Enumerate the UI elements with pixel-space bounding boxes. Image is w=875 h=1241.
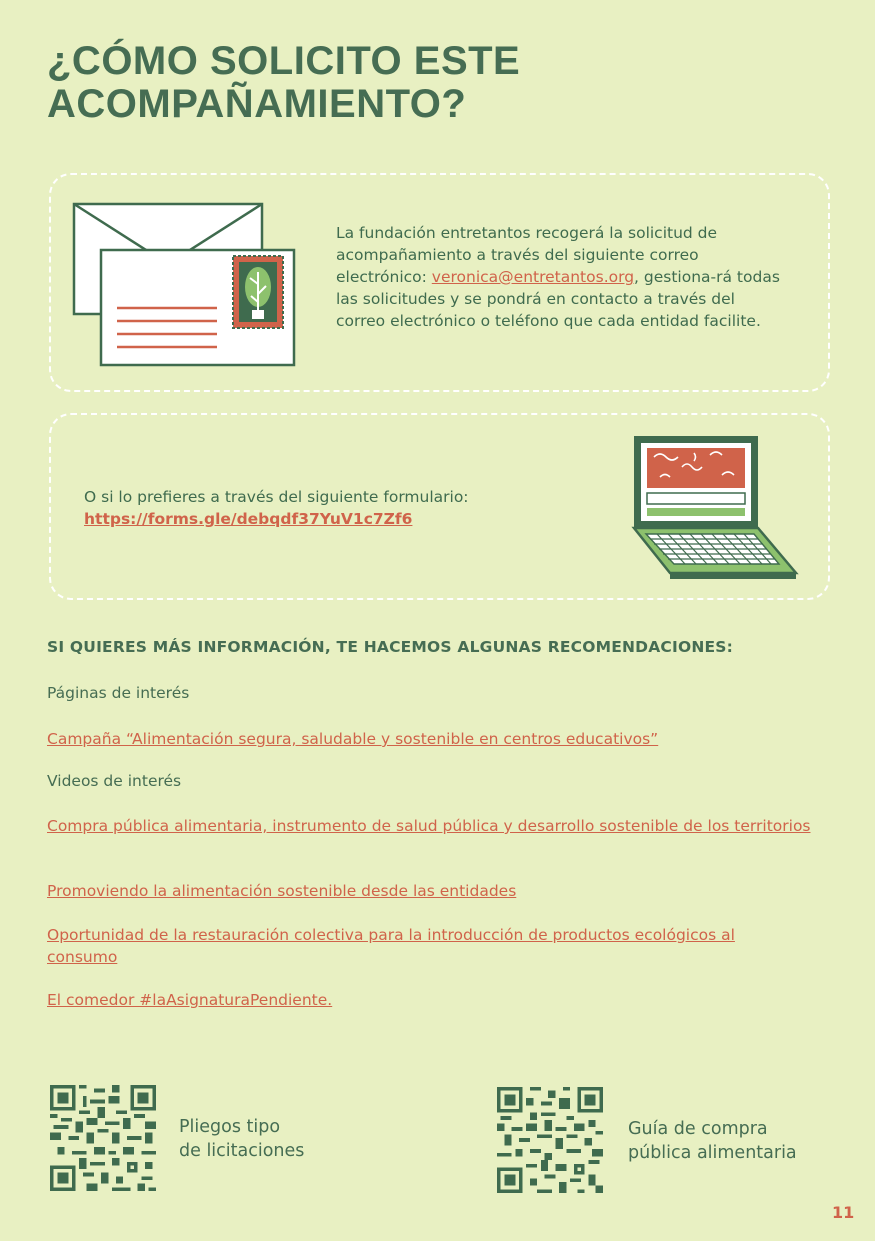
page-number: 11 — [832, 1203, 855, 1222]
video-link-compra-publica[interactable]: Compra pública alimentaria, instrumento de salud pública y desarrollo sostenible de los territorios — [47, 817, 811, 835]
page-link-campaign[interactable]: Campaña “Alimentación segura, saludable y sostenible en centros educativos” — [47, 730, 659, 748]
email-text-before: La fundación entretantos recogerá la solicitud de acompañamiento a través del siguiente correo electrónico: — [336, 224, 718, 286]
qr-caption-line-2: pública alimentaria — [628, 1143, 797, 1163]
qr-code-icon[interactable] — [497, 1087, 603, 1193]
pages-label: Páginas de interés — [47, 684, 190, 702]
form-text: O si lo prefieres a través del siguiente formulario: — [84, 488, 469, 506]
videos-label: Videos de interés — [47, 772, 182, 790]
qr-code-icon[interactable] — [50, 1085, 156, 1191]
qr-caption-guia — [628, 1117, 797, 1165]
email-link[interactable]: veronica@entretantos.org — [431, 268, 635, 286]
laptop-icon — [630, 433, 800, 579]
qr-caption-line-1: Pliegos tipo — [179, 1117, 281, 1137]
qr-caption-pliegos — [179, 1115, 304, 1163]
email-instructions — [336, 222, 788, 332]
title-line-1: ¿CÓMO SOLICITO ESTE — [47, 39, 521, 83]
page-title — [47, 40, 747, 126]
title-line-2: ACOMPAÑAMIENTO? — [47, 82, 467, 126]
form-link[interactable]: https://forms.gle/debqdf37YuV1c7Zf6 — [84, 510, 413, 528]
video-link-restauracion[interactable]: Oportunidad de la restauración colectiva para la introducción de productos ecológicos al consumo — [47, 926, 735, 966]
envelope-icon — [72, 202, 298, 368]
video-link-promoviendo[interactable]: Promoviendo la alimentación sostenible desde las entidades — [47, 882, 517, 900]
form-instructions — [84, 486, 584, 530]
recommendations-heading: SI QUIERES MÁS INFORMACIÓN, TE HACEMOS ALGUNAS RECOMENDACIONES: — [47, 638, 734, 656]
qr-caption-line-2: de licitaciones — [179, 1141, 305, 1161]
email-text-after: , gestiona-rá todas las solicitudes y se pondrá en contacto a través del correo electrónico o teléfono que cada entidad facilite. — [336, 268, 780, 330]
video-link-comedor[interactable]: El comedor #laAsignaturaPendiente. — [47, 991, 333, 1009]
qr-caption-line-1: Guía de compra — [628, 1119, 768, 1139]
